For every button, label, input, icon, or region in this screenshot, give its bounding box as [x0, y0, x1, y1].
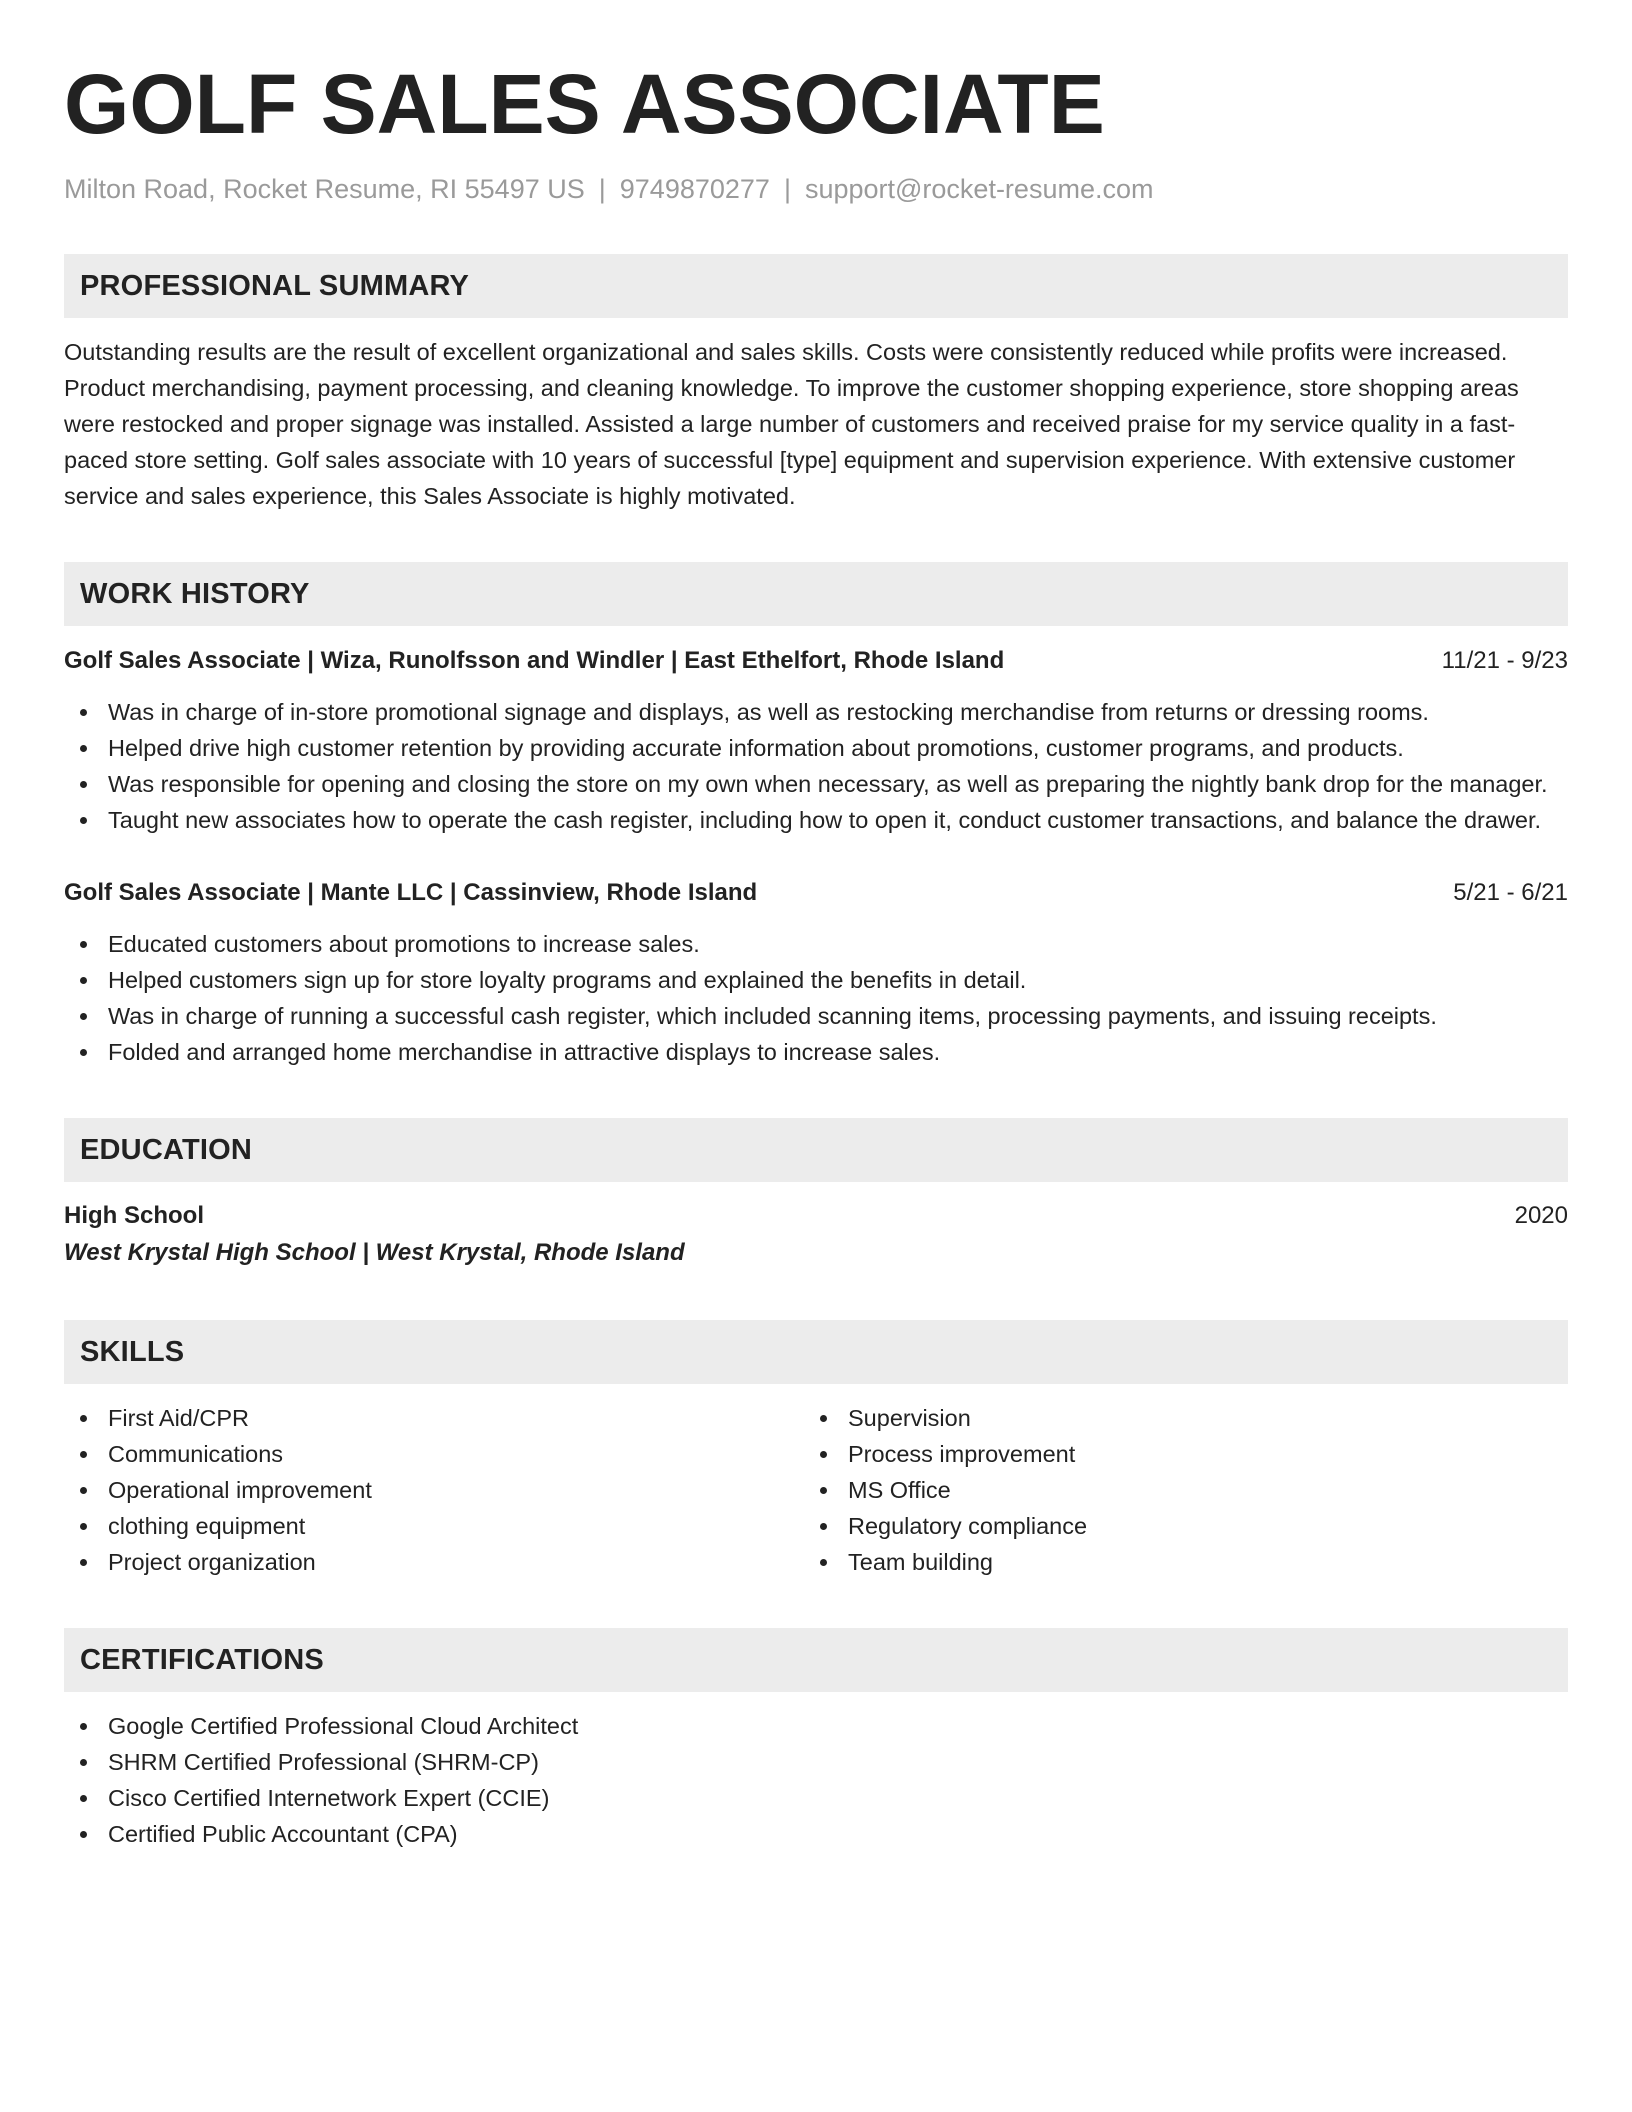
certification-item: Google Certified Professional Cloud Architect — [64, 1708, 1568, 1744]
skill-item: First Aid/CPR — [64, 1400, 804, 1436]
summary-text: Outstanding results are the result of excellent organizational and sales skills. Costs were consistently reduced while profits were increased. Product merchandising, payment processing, and cleaning knowledge. To improve the customer shopping experience, store shopping areas were restocked and proper signage was installed. Assisted a large number of customers and received praise for my service quality in a fast-paced store setting. Golf sales associate with 10 years of successful [type] equipment and supervision experience. With extensive customer service and sales experience, this Sales Associate is highly motivated. — [64, 339, 1519, 509]
certifications-list — [64, 1708, 1568, 1852]
job-bullet: Taught new associates how to operate the cash register, including how to open it, conduct customer transactions, and balance the drawer. — [64, 802, 1568, 838]
skills-left-list — [64, 1400, 804, 1580]
job-bullet: Helped drive high customer retention by providing accurate information about promotions, customer programs, and products. — [64, 730, 1568, 766]
job-header — [64, 876, 1568, 910]
job-bullet: Folded and arranged home merchandise in attractive displays to increase sales. — [64, 1034, 1568, 1070]
contact-separator: | — [783, 174, 791, 204]
education-section-header — [64, 1118, 1568, 1182]
skill-item: Communications — [64, 1436, 804, 1472]
job-dates: 5/21 - 6/21 — [1453, 879, 1568, 906]
job-heading: Golf Sales Associate | Mante LLC | Cassinview, Rhode Island — [64, 879, 758, 906]
contact-email: support@rocket-resume.com — [804, 174, 1154, 204]
skills-section-header — [64, 1320, 1568, 1384]
education-header — [64, 1198, 1568, 1234]
education-degree: High School — [64, 1202, 204, 1229]
skill-item: Process improvement — [804, 1436, 1544, 1472]
job-bullets — [64, 694, 1568, 838]
skills-right-list — [804, 1400, 1544, 1580]
job-header — [64, 644, 1568, 678]
certification-item: SHRM Certified Professional (SHRM-CP) — [64, 1744, 1568, 1780]
job-entry — [64, 876, 1568, 1070]
job-bullet: Educated customers about promotions to increase sales. — [64, 926, 1568, 962]
certification-item: Cisco Certified Internetwork Expert (CCIE) — [64, 1780, 1568, 1816]
job-entry — [64, 644, 1568, 838]
work-section-header — [64, 562, 1568, 626]
skill-item: Project organization — [64, 1544, 804, 1580]
skill-item: Team building — [804, 1544, 1544, 1580]
education-year: 2020 — [1514, 1202, 1568, 1229]
skill-item: clothing equipment — [64, 1508, 804, 1544]
skills-columns — [64, 1400, 1568, 1580]
education-section-title: EDUCATION — [80, 1133, 253, 1166]
skill-item: MS Office — [804, 1472, 1544, 1508]
job-bullets — [64, 926, 1568, 1070]
contact-line — [64, 172, 1568, 206]
certification-item: Certified Public Accountant (CPA) — [64, 1816, 1568, 1852]
certifications-section-title: CERTIFICATIONS — [80, 1643, 324, 1676]
skills-section-title: SKILLS — [80, 1335, 185, 1368]
skill-item: Regulatory compliance — [804, 1508, 1544, 1544]
education-school: West Krystal High School | West Krystal, Rhode Island — [64, 1239, 685, 1266]
job-bullet: Helped customers sign up for store loyalty programs and explained the benefits in detail. — [64, 962, 1568, 998]
summary-section-title: PROFESSIONAL SUMMARY — [80, 269, 470, 302]
job-heading: Golf Sales Associate | Wiza, Runolfsson and Windler | East Ethelfort, Rhode Island — [64, 647, 1005, 674]
education-entry — [64, 1198, 1568, 1272]
summary-section-header — [64, 254, 1568, 318]
job-dates: 11/21 - 9/23 — [1441, 647, 1568, 674]
contact-address: Milton Road, Rocket Resume, RI 55497 US — [64, 174, 585, 204]
skill-item: Operational improvement — [64, 1472, 804, 1508]
job-bullet: Was responsible for opening and closing the store on my own when necessary, as well as preparing the nightly bank drop for the manager. — [64, 766, 1568, 802]
work-section-title: WORK HISTORY — [80, 577, 310, 610]
resume-name: GOLF SALES ASSOCIATE — [64, 57, 1105, 151]
job-bullet: Was in charge of running a successful cash register, which included scanning items, processing payments, and issuing receipts. — [64, 998, 1568, 1034]
contact-phone: 9749870277 — [619, 174, 770, 204]
skill-item: Supervision — [804, 1400, 1544, 1436]
contact-separator: | — [598, 174, 606, 204]
job-bullet: Was in charge of in-store promotional signage and displays, as well as restocking merchandise from returns or dressing rooms. — [64, 694, 1568, 730]
certifications-section-header — [64, 1628, 1568, 1692]
